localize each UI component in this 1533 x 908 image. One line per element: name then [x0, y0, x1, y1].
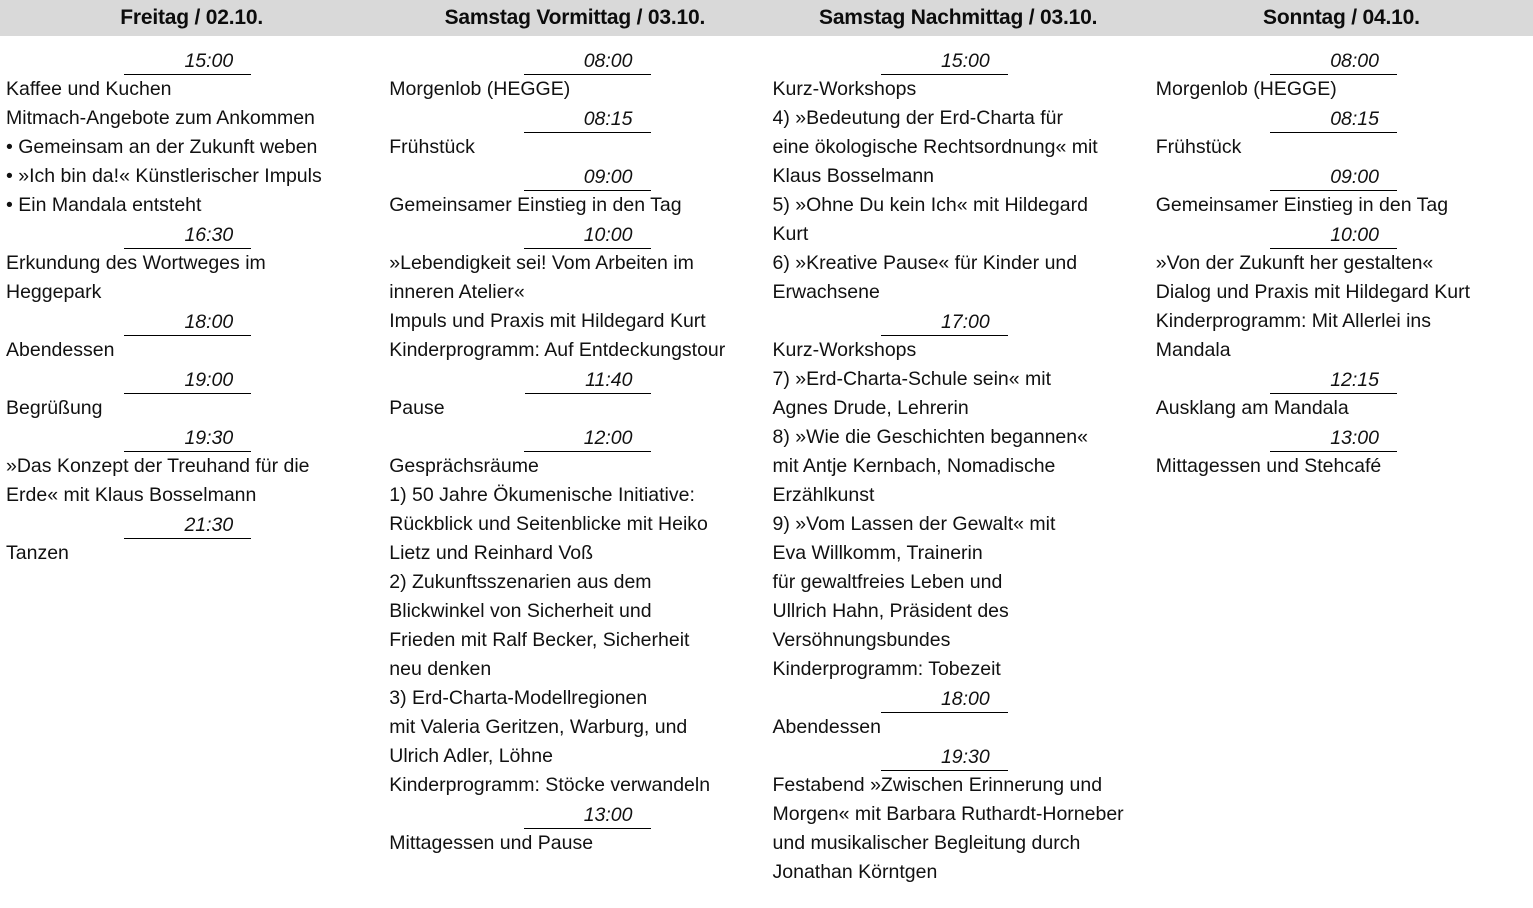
event-line: Ulrich Adler, Löhne: [389, 745, 553, 767]
time-label: 19:00: [124, 369, 251, 394]
schedule-header-row: [0, 0, 1533, 36]
time-label: 08:00: [524, 50, 651, 75]
time-slot-row: [389, 365, 762, 394]
column-header-sonntag: Sonntag / 04.10.: [1263, 6, 1420, 29]
time-label: 13:00: [1270, 427, 1397, 452]
time-label: 12:15: [1270, 369, 1397, 394]
event-line: Pause: [389, 397, 445, 419]
event-line: Erzählkunst: [772, 484, 875, 506]
event-line: Erkundung des Wortweges im: [6, 252, 266, 274]
event-line: Gemeinsamer Einstieg in den Tag: [389, 194, 682, 216]
day-column-content: [1150, 36, 1533, 481]
time-label: 12:00: [524, 427, 651, 452]
time-label: 18:00: [124, 311, 251, 336]
time-label: 15:00: [124, 50, 251, 75]
time-label: 08:15: [524, 108, 651, 133]
time-label: 19:30: [124, 427, 251, 452]
column-header-samstag-vormittag: Samstag Vormittag / 03.10.: [444, 6, 706, 29]
time-label: 09:00: [1270, 166, 1397, 191]
event-line: 3) Erd-Charta-Modellregionen: [389, 687, 648, 709]
schedule-columns: [0, 36, 1533, 908]
event-line: Ullrich Hahn, Präsident des: [772, 600, 1009, 622]
time-slot-row: [1156, 220, 1529, 249]
time-label: 15:00: [881, 50, 1008, 75]
time-slot-row: [6, 220, 379, 249]
event-line: »Lebendigkeit sei! Vom Arbeiten im: [389, 252, 694, 274]
event-line: 4) »Bedeutung der Erd-Charta für: [772, 107, 1064, 129]
time-label: 19:30: [881, 746, 1008, 771]
event-line: Kaffee und Kuchen: [6, 78, 172, 100]
event-line: Jonathan Körntgen: [772, 861, 938, 883]
day-column-content: [0, 36, 383, 568]
time-slot-row: [773, 46, 1146, 75]
time-slot-row: [6, 423, 379, 452]
event-line: für gewaltfreies Leben und: [772, 571, 1003, 593]
time-slot-row: [389, 104, 762, 133]
event-line: Blickwinkel von Sicherheit und: [389, 600, 652, 622]
event-line: Frühstück: [1155, 136, 1242, 158]
time-slot-row: [6, 510, 379, 539]
event-line: Kinderprogramm: Auf Entdeckungstour: [389, 339, 726, 361]
event-line: neu denken: [389, 658, 492, 680]
event-line: mit Antje Kernbach, Nomadische: [772, 455, 1056, 477]
event-line: »Von der Zukunft her gestalten«: [1155, 252, 1434, 274]
day-column-content: [383, 36, 766, 858]
time-label: 10:00: [1270, 224, 1397, 249]
event-line: Kinderprogramm: Tobezeit: [772, 658, 1001, 680]
event-line: Eva Willkomm, Trainerin: [772, 542, 983, 564]
time-label: 08:00: [1270, 50, 1397, 75]
event-line: Mittagessen und Pause: [389, 832, 594, 854]
event-line: Mittagessen und Stehcafé: [1155, 455, 1382, 477]
event-line: Kurz-Workshops: [772, 78, 917, 100]
event-line: • Gemeinsam an der Zukunft weben: [6, 136, 318, 158]
event-line: Gesprächsräume: [389, 455, 539, 477]
event-line: • Ein Mandala entsteht: [6, 194, 202, 216]
column-header-freitag: Freitag / 02.10.: [120, 6, 263, 29]
event-line: Frieden mit Ralf Becker, Sicherheit: [389, 629, 690, 651]
event-line: Rückblick und Seitenblicke mit Heiko: [389, 513, 708, 535]
event-line: Kurt: [772, 223, 809, 245]
event-line: Mitmach-Angebote zum Ankommen: [6, 107, 315, 129]
event-line: Dialog und Praxis mit Hildegard Kurt: [1155, 281, 1471, 303]
time-slot-row: [389, 162, 762, 191]
event-line: eine ökologische Rechtsordnung« mit: [772, 136, 1098, 158]
time-slot-row: [389, 46, 762, 75]
event-line: Morgenlob (HEGGE): [1155, 78, 1337, 100]
time-slot-row: [1156, 104, 1529, 133]
day-column-samstag-vormittag: [383, 36, 766, 858]
event-line: 8) »Wie die Geschichten begannen«: [772, 426, 1088, 448]
event-line: Morgenlob (HEGGE): [389, 78, 571, 100]
time-slot-row: [773, 742, 1146, 771]
event-line: Abendessen: [772, 716, 881, 738]
event-line: Lietz und Reinhard Voß: [389, 542, 594, 564]
event-line: Abendessen: [6, 339, 115, 361]
event-line: Gemeinsamer Einstieg in den Tag: [1155, 194, 1449, 216]
time-slot-row: [773, 684, 1146, 713]
event-line: Mandala: [1155, 339, 1231, 361]
time-slot-row: [389, 423, 762, 452]
event-line: Erde« mit Klaus Bosselmann: [6, 484, 257, 506]
event-line: 6) »Kreative Pause« für Kinder und: [772, 252, 1078, 274]
time-label: 21:30: [124, 514, 251, 539]
event-line: Frühstück: [389, 136, 475, 158]
time-label: 18:00: [881, 688, 1008, 713]
day-column-samstag-nachmittag: [767, 36, 1150, 887]
event-line: »Das Konzept der Treuhand für die: [6, 455, 310, 477]
day-column-sonntag: [1150, 36, 1533, 481]
event-line: 1) 50 Jahre Ökumenische Initiative:: [389, 484, 695, 506]
event-line: 2) Zukunftsszenarien aus dem: [389, 571, 652, 593]
event-line: • »Ich bin da!« Künstlerischer Impuls: [6, 165, 322, 187]
event-line: Festabend »Zwischen Erinnerung und: [772, 774, 1103, 796]
time-slot-row: [6, 365, 379, 394]
event-line: Ausklang am Mandala: [1155, 397, 1349, 419]
time-slot-row: [6, 46, 379, 75]
event-line: Erwachsene: [772, 281, 880, 303]
time-slot-row: [1156, 162, 1529, 191]
event-line: mit Valeria Geritzen, Warburg, und: [389, 716, 688, 738]
time-label: 10:00: [524, 224, 651, 249]
event-line: Heggepark: [6, 281, 102, 303]
event-line: Morgen« mit Barbara Ruthardt-Horneber: [772, 803, 1124, 825]
day-column-freitag: [0, 36, 383, 568]
event-line: 9) »Vom Lassen der Gewalt« mit: [772, 513, 1056, 535]
time-slot-row: [389, 800, 762, 829]
time-label: 13:00: [524, 804, 651, 829]
event-line: Agnes Drude, Lehrerin: [772, 397, 969, 419]
time-label: 08:15: [1270, 108, 1397, 133]
time-slot-row: [1156, 46, 1529, 75]
event-line: Impuls und Praxis mit Hildegard Kurt: [389, 310, 706, 332]
event-line: Begrüßung: [6, 397, 103, 419]
event-line: inneren Atelier«: [389, 281, 525, 303]
event-line: Kinderprogramm: Mit Allerlei ins: [1155, 310, 1432, 332]
event-line: und musikalischer Begleitung durch: [772, 832, 1081, 854]
time-label: 16:30: [124, 224, 251, 249]
time-slot-row: [773, 307, 1146, 336]
event-line: 7) »Erd-Charta-Schule sein« mit: [772, 368, 1052, 390]
time-label: 09:00: [524, 166, 651, 191]
event-line: Versöhnungsbundes: [772, 629, 951, 651]
time-slot-row: [6, 307, 379, 336]
column-header-samstag-nachmittag: Samstag Nachmittag / 03.10.: [819, 6, 1098, 29]
event-line: Klaus Bosselmann: [772, 165, 935, 187]
time-slot-row: [1156, 423, 1529, 452]
event-line: Kinderprogramm: Stöcke verwandeln: [389, 774, 711, 796]
event-line: 5) »Ohne Du kein Ich« mit Hildegard: [772, 194, 1088, 216]
event-line: Kurz-Workshops: [772, 339, 917, 361]
time-label: 17:00: [881, 311, 1008, 336]
time-label: 11:40: [525, 369, 650, 394]
time-slot-row: [389, 220, 762, 249]
time-slot-row: [1156, 365, 1529, 394]
event-line: Tanzen: [6, 542, 69, 564]
day-column-content: [767, 36, 1150, 887]
